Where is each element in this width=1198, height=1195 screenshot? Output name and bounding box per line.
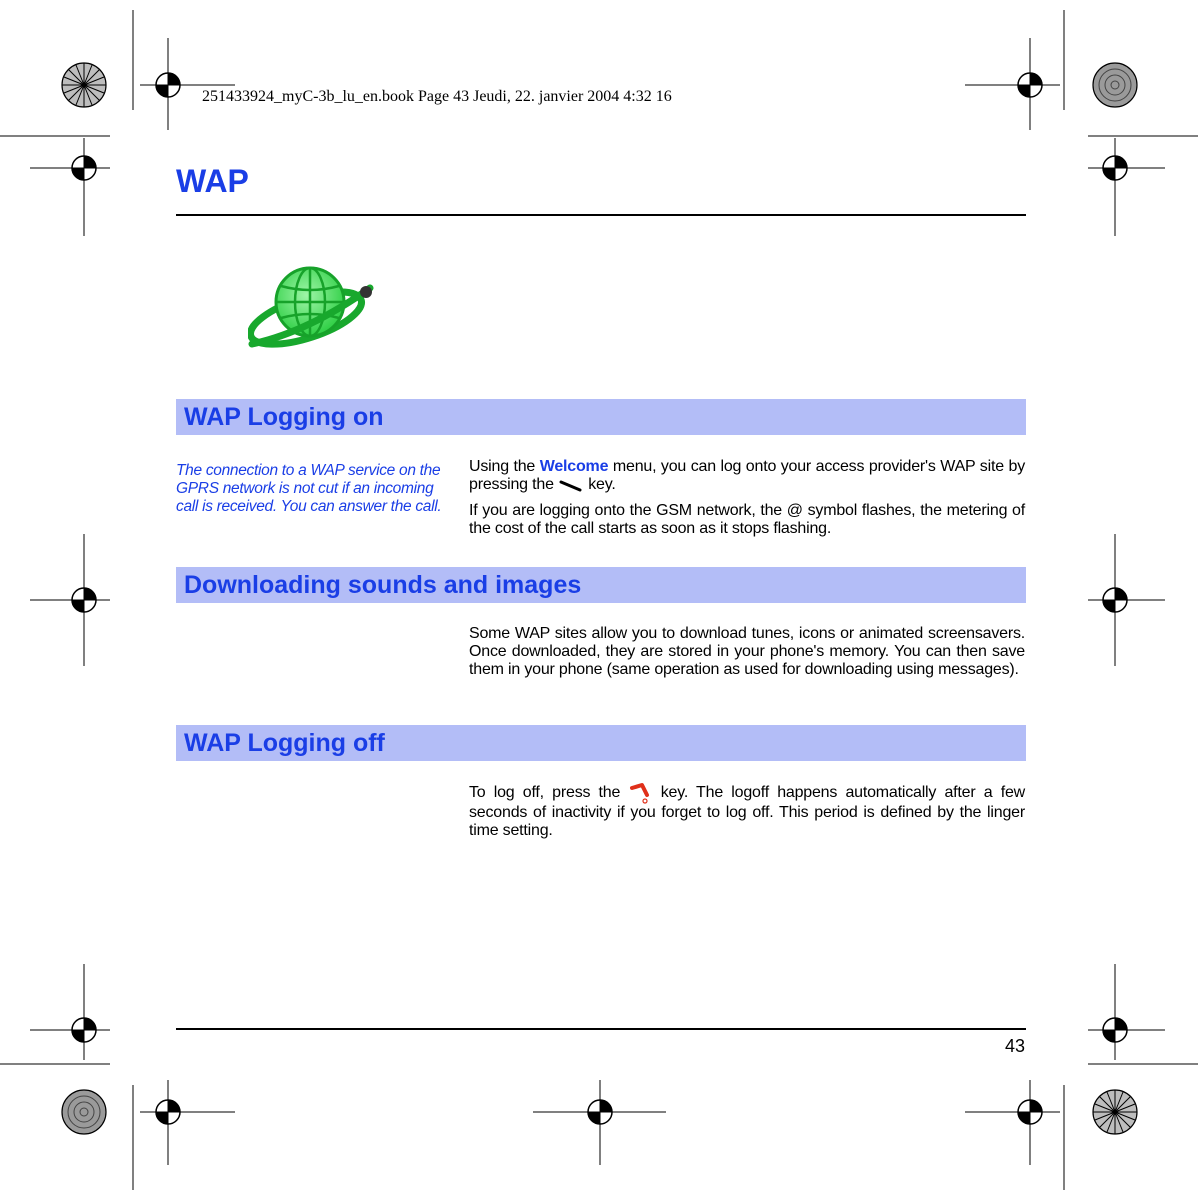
page-number: 43: [1004, 1036, 1025, 1056]
section-bar-wap-logging-off: [176, 725, 1026, 761]
paragraph: Using the Welcome menu, you can log onto your access provider's WAP site by pressing the key.: [469, 458, 1025, 493]
paragraph: If you are logging onto the GSM network, the @ symbol flashes, the metering of the cost of the call starts as soon as it stops flashing.: [469, 502, 1025, 537]
welcome-keyword: Welcome: [539, 458, 609, 475]
section-body-logging-off: [469, 782, 1025, 848]
page-title: WAP: [176, 163, 249, 199]
footer-rule: [176, 1028, 1026, 1030]
paragraph: Some WAP sites allow you to download tunes, icons or animated screensavers. Once downloaded, they are stored in your phone's memory. You can then save them in your phone (same operation as used for downloading using messages).: [469, 625, 1025, 678]
section-body-logging-on: [469, 458, 1025, 546]
section-title: WAP Logging off: [184, 729, 385, 757]
green-phone-key-icon: [558, 478, 584, 492]
title-rule: [176, 214, 1026, 216]
section-bar-downloading: [176, 567, 1026, 603]
section-body-downloading: [469, 625, 1025, 687]
globe-icon: [248, 262, 378, 352]
section-bar-wap-logging-on: [176, 399, 1026, 435]
book-header-line: 251433924_myC-3b_lu_en.book Page 43 Jeudi, 22. janvier 2004 4:32 16: [202, 88, 672, 105]
section-title: WAP Logging on: [184, 403, 384, 431]
side-note: The connection to a WAP service on the GPRS network is not cut if an incoming call is received. You can answer the call.: [176, 462, 442, 515]
red-end-call-key-icon: [628, 782, 652, 804]
paragraph: To log off, press the key. The logoff happens automatically after a few seconds of inactivity if you forget to log off. This period is defined by the linger time setting.: [469, 782, 1025, 840]
section-title: Downloading sounds and images: [184, 571, 582, 599]
